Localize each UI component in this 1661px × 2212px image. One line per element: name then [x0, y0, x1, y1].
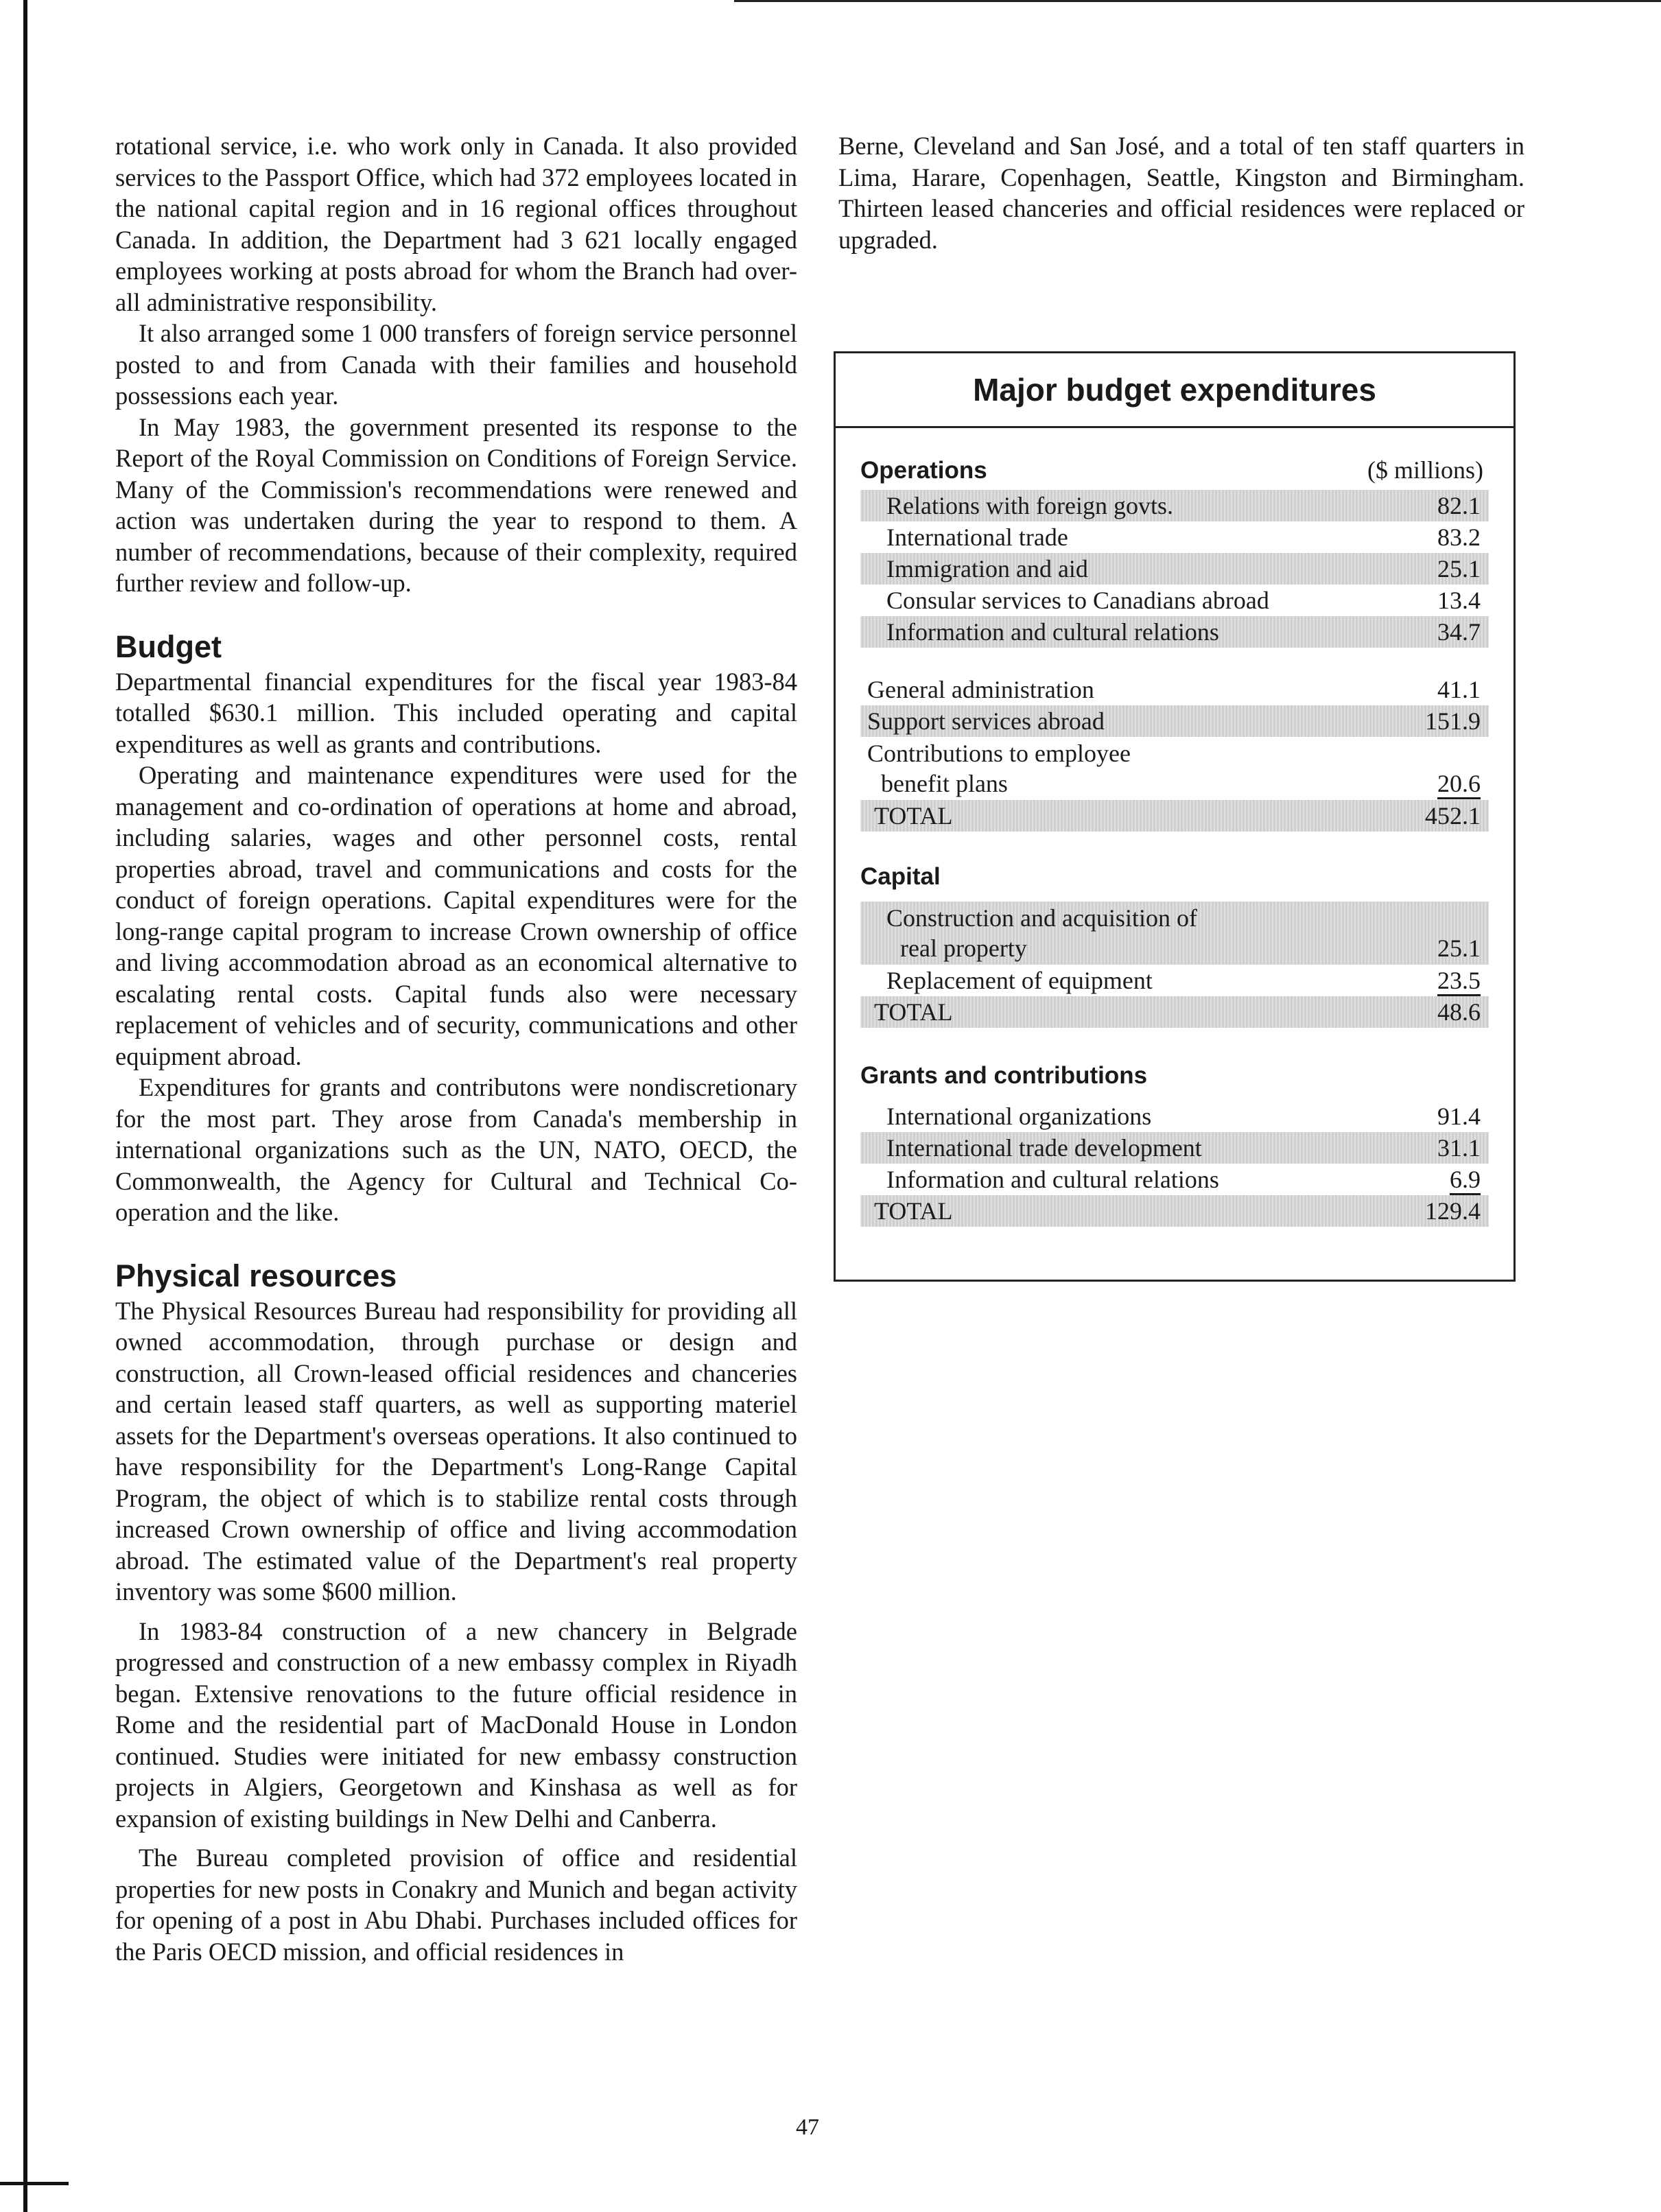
operations-heading-row: [860, 453, 1489, 484]
employee-value: 20.6: [1437, 770, 1481, 797]
table-row: Immigration and aid 25.1: [860, 553, 1489, 585]
table-row: [860, 737, 1489, 800]
operations-heading: Operations: [860, 457, 987, 484]
grants-section: [860, 1058, 1489, 1227]
table-row: Consular services to Canadians abroad 13.4: [886, 587, 1481, 614]
construction-line-2: real property: [900, 934, 1027, 962]
physical-paragraph-1: The Physical Resources Bureau had responsibility for providing all owned accommodation, through purchase or design and construction, all Crown-leased official residences and chanceries and certain leased staff quarters, as well as supporting materiel assets for the Department's overseas operations. It also continued to have responsibility for the Department's Long-Range Capital Program, the object of which is to stabilize rental costs through increased Crown ownership of office and living accommodation abroad. The estimated value of the Department's real property inventory was some $600 million.: [115, 1296, 797, 1605]
table-title: Major budget expenditures: [836, 353, 1513, 428]
commission-paragraph: In May 1983, the government presented its response to the Report of the Royal Commission on Conditions of Foreign Service. Many of the Commission's recommendations were renewed and action was undertaken during the year to respond to them. A number of recommendations, because of their complexity, required further review and follow-up.: [115, 412, 797, 597]
table-row: [860, 902, 1489, 965]
budget-expenditures-table: [834, 351, 1516, 1282]
grants-total-row: TOTAL 129.4: [860, 1195, 1489, 1227]
unit-label: ($ millions): [1367, 456, 1483, 484]
construction-value: 25.1: [1437, 934, 1481, 962]
table-row: Support services abroad 151.9: [860, 705, 1489, 737]
grants-heading: Grants and contributions: [860, 1062, 1148, 1089]
budget-paragraph-1: Departmental financial expenditures for the fiscal year 1983-84 totalled $630.1 million. This included operating and capital expenditures as well as grants and contributions.: [115, 667, 797, 758]
top-rule: [734, 0, 1661, 2]
table-row: International trade development 31.1: [860, 1132, 1489, 1164]
table-row: Information and cultural relations 6.9: [886, 1166, 1481, 1193]
right-column: [838, 130, 1524, 255]
table-row: Replacement of equipment 23.5: [886, 967, 1481, 994]
operations-section: [860, 453, 1489, 832]
binding-edge-foot: [0, 2182, 69, 2185]
construction-line-1: Construction and acquisition of: [886, 904, 1197, 932]
capital-section: [860, 859, 1489, 1028]
employee-line-2: benefit plans: [881, 770, 1008, 797]
table-row: Relations with foreign govts. 82.1: [860, 490, 1489, 521]
table-row: International trade 83.2: [886, 523, 1481, 551]
table-row: International organizations 91.4: [886, 1103, 1481, 1130]
page-number: 47: [796, 2115, 819, 2140]
capital-heading: Capital: [860, 863, 941, 890]
budget-paragraph-3: Expenditures for grants and contributons were nondiscretionary for the most part. They arose from Canada's membership in international organizations such as the UN, NATO, OECD, the Commonwealth, the Agency for Cultural and Technical Co-operation and the like.: [115, 1073, 797, 1226]
intro-paragraph: rotational service, i.e. who work only in Canada. It also provided services to the Passport Office, which had 372 employees located in the national capital region and in 16 regional offices throughout Canada. In addition, the Department had 3 621 locally engaged employees working at posts abroad for whom the Branch had over-all administrative responsibility.: [115, 132, 797, 316]
capital-total-row: TOTAL 48.6: [860, 996, 1489, 1028]
binding-edge: [23, 0, 27, 2212]
left-column: [115, 130, 797, 1967]
physical-paragraph-2: In 1983-84 construction of a new chancery in Belgrade progressed and construction of a new embassy complex in Riyadh began. Extensive renovations to the future official residence in Rome and the residential part of MacDonald House in London continued. Studies were initiated for new embassy construction projects in Algiers, Georgetown and Kinshasa as well as for expansion of existing buildings in New Delhi and Canberra.: [115, 1616, 797, 1833]
budget-paragraph-2: Operating and maintenance expenditures were used for the management and co-ordination of operations at home and abroad, including salaries, wages and other personnel costs, rental properties abroad, travel and communications and costs for the conduct of foreign operations. Capital expenditures were for the long-range capital program to increase Crown ownership of office and living accommodation abroad as an economical alternative to escalating rental costs. Capital funds also were necessary replacement of vehicles and of security, communications and other equipment abroad.: [115, 761, 797, 1070]
table-row: Information and cultural relations 34.7: [860, 616, 1489, 648]
operations-total-row: TOTAL 452.1: [860, 800, 1489, 832]
employee-line-1: Contributions to employee: [867, 740, 1131, 767]
transfers-paragraph: It also arranged some 1 000 transfers of foreign service personnel posted to and from Canada with their families and household possessions each year.: [115, 319, 797, 410]
physical-resources-heading: Physical resources: [115, 1258, 397, 1293]
continuation-paragraph: Berne, Cleveland and San José, and a total of ten staff quarters in Lima, Harare, Copenhagen, Seattle, Kingston and Birmingham. Thirteen leased chanceries and official residences were replaced or upgraded.: [838, 132, 1524, 254]
table-row: General administration 41.1: [867, 676, 1481, 703]
budget-heading: Budget: [115, 628, 222, 664]
physical-paragraph-3: The Bureau completed provision of office and residential properties for new posts in Conakry and Munich and began activity for opening of a post in Abu Dhabi. Purchases included offices for the Paris OECD mission, and official residences in: [115, 1844, 797, 1966]
